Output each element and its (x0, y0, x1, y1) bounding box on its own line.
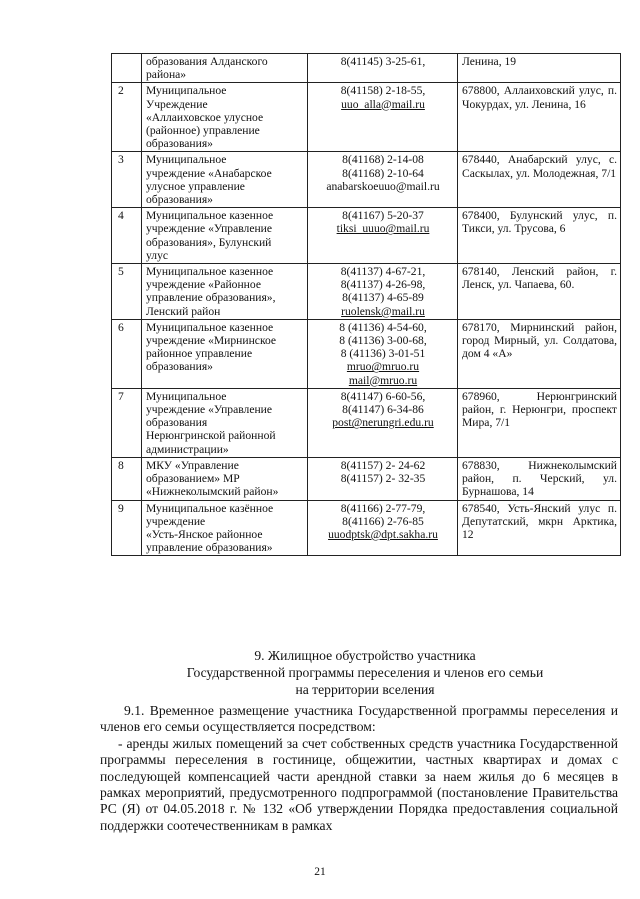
phone-number: 8(41147) 6-34-86 (342, 403, 424, 417)
organization-name-cell (142, 500, 308, 556)
organization-name-line: МКУ «Управление (146, 458, 239, 472)
organization-name-line: Муниципальное казённое (146, 501, 274, 515)
phone-number: 8(41168) 2-10-64 (342, 166, 424, 180)
address-cell: 678440, Анабарский улус, с. Саскылах, ул. Молодежная, 7/1 (458, 152, 621, 208)
organization-name-line: образованием» МР (146, 472, 240, 486)
organization-name-line: образования» (146, 193, 213, 207)
organization-name-line: района» (146, 68, 187, 82)
contact-cell (308, 319, 458, 388)
organization-name-line: образования» (146, 360, 213, 374)
phone-number: 8(41145) 3-25-61, (340, 55, 426, 68)
organization-name-line: администрации» (146, 442, 229, 456)
organization-name-cell (142, 208, 308, 264)
organization-name-cell (142, 388, 308, 457)
address-cell: 678830, Нижнеколымский район, п. Черский, ул. Бурнашова, 14 (458, 457, 621, 500)
organization-name-line: Муниципальное казенное (146, 320, 274, 334)
organization-name-line: учреждение (146, 514, 206, 528)
phone-number: 8(41167) 5-20-37 (342, 209, 424, 223)
organization-name-line: учреждение «Анабарское (146, 166, 272, 180)
table-row (112, 152, 621, 208)
organization-name-line: Учреждение (146, 97, 208, 111)
section-heading-line-2: Государственной программы переселения и членов его семьи (186, 665, 544, 680)
row-number-cell: 7 (112, 388, 142, 457)
row-number-cell: 2 (112, 83, 142, 152)
email-link[interactable]: post@nerungri.edu.ru (332, 416, 434, 430)
phone-number: 8(41137) 4-67-21, (340, 265, 426, 279)
address-cell: 678140, Ленский район, г. Ленск, ул. Чапаева, 60. (458, 264, 621, 320)
table-body (112, 54, 621, 556)
organization-name-line: Муниципальное (146, 153, 227, 167)
contact-cell (308, 152, 458, 208)
organization-name-line: управление образования», (146, 291, 276, 305)
contact-cell (308, 264, 458, 320)
paragraph-9-1: 9.1. Временное размещение участника Государственной программы переселения и членов его семьи осуществляется посредством: (100, 703, 618, 735)
row-number-cell: 4 (112, 208, 142, 264)
address-cell: 678170, Мирнинский район, город Мирный, ул. Солдатова, дом 4 «А» (458, 319, 621, 388)
body-text (100, 703, 618, 834)
phone-number: 8 (41136) 3-00-68, (339, 334, 427, 348)
row-number-cell: 5 (112, 264, 142, 320)
organization-name-line: улус (146, 248, 169, 262)
phone-number: anabarskoeuuo@mail.ru (326, 179, 440, 193)
address-cell: 678400, Булунский улус, п. Тикси, ул. Трусова, 6 (458, 208, 621, 264)
organization-name-cell (142, 152, 308, 208)
section-heading (110, 647, 620, 698)
page-number: 21 (314, 866, 326, 878)
address-cell: 678540, Усть-Янский улус п. Депутатский, мкрн Арктика, 12 (458, 500, 621, 556)
phone-number: 8 (41136) 4-54-60, (339, 320, 427, 334)
row-number-cell: 6 (112, 319, 142, 388)
row-number-cell (112, 54, 142, 83)
email-link[interactable]: mruo@mruo.ru (346, 360, 420, 374)
organization-name-line: учреждение «Управление (146, 403, 273, 417)
email-link[interactable]: tiksi_uuuo@mail.ru (336, 222, 430, 236)
phone-number: 8(41158) 2-18-55, (340, 84, 426, 98)
organization-name-line: образования Алданского (146, 55, 268, 68)
email-link[interactable]: ruolensk@mail.ru (341, 304, 425, 318)
organization-name-line: Муниципальное казенное (146, 209, 274, 223)
phone-number: 8 (41136) 3-01-51 (340, 347, 426, 361)
organization-name-line: «Усть-Янское районное (146, 527, 263, 541)
organization-name-line: учреждение «Мирнинское (146, 334, 277, 348)
row-number-cell: 8 (112, 457, 142, 500)
table-row (112, 54, 621, 83)
organization-name-line: управление образования» (146, 541, 273, 555)
organization-name-line: образования», Булунский (146, 235, 272, 249)
organization-name-cell (142, 83, 308, 152)
phone-number: 8(41147) 6-60-56, (340, 389, 426, 403)
email-link[interactable]: mail@mruo.ru (348, 373, 418, 387)
table-row (112, 500, 621, 556)
paragraph-rental: - аренды жилых помещений за счет собственных средств участника Государственной программы переселения в гостинице, общежитии, частных квартирах и домах с последующей компенсацией части арендной ставки за наем жилья до 6 месяцев в рамках мероприятий, предусмотренного подпрограммой (постановление Правительства РС (Я) от 04.05.2018 г. № 132 «Об утверждении Порядка предоставления социальной поддержки соотечественникам в рамках (100, 735, 618, 833)
table-row (112, 83, 621, 152)
organization-name-cell (142, 319, 308, 388)
organization-name-line: улусное управление (146, 179, 245, 193)
organization-name-cell (142, 54, 308, 83)
contact-cell (308, 54, 458, 83)
table-row (112, 264, 621, 320)
email-link[interactable]: uuodptsk@dpt.sakha.ru (328, 527, 438, 541)
table-row (112, 457, 621, 500)
contact-cell (308, 83, 458, 152)
contacts-table (111, 53, 621, 556)
phone-number: 8(41157) 2- 24-62 (340, 458, 426, 472)
table-row (112, 388, 621, 457)
address-cell: 678800, Аллаиховский улус, п. Чокурдах, ул. Ленина, 16 (458, 83, 621, 152)
section-heading-line-1: 9. Жилищное обустройство участника (254, 648, 476, 663)
organization-name-line: Ленский район (146, 304, 221, 318)
address-cell: Ленина, 19 (458, 54, 621, 83)
row-number-cell: 9 (112, 500, 142, 556)
organization-name-line: учреждение «Районное (146, 278, 261, 292)
organization-name-line: Нерюнгринской районной (146, 429, 276, 443)
phone-number: 8(41166) 2-77-79, (340, 501, 426, 515)
organization-name-line: «Аллаиховское улусное (146, 110, 264, 124)
organization-name-line: Муниципальное (146, 84, 227, 98)
contact-cell (308, 208, 458, 264)
organization-name-line: «Нижнеколымский район» (146, 485, 279, 499)
contact-cell (308, 388, 458, 457)
organization-name-line: образования (146, 416, 208, 430)
organization-name-line: (районное) управление (146, 124, 260, 138)
contact-cell (308, 500, 458, 556)
email-link[interactable]: uuo_alla@mail.ru (341, 97, 425, 111)
organization-name-line: Муниципальное (146, 389, 227, 403)
organization-name-line: образования» (146, 137, 213, 151)
phone-number: 8(41137) 4-65-89 (342, 291, 424, 305)
phone-number: 8(41168) 2-14-08 (342, 153, 424, 167)
organization-name-line: учреждение «Управление (146, 222, 273, 236)
table-row (112, 208, 621, 264)
address-cell: 678960, Нерюнгринский район, г. Нерюнгри, проспект Мира, 7/1 (458, 388, 621, 457)
organization-name-line: районное управление (146, 347, 253, 361)
table-row (112, 319, 621, 388)
phone-number: 8(41137) 4-26-98, (340, 278, 426, 292)
organization-name-cell (142, 457, 308, 500)
contact-cell (308, 457, 458, 500)
organization-name-cell (142, 264, 308, 320)
section-heading-line-3: на территории вселения (295, 682, 435, 697)
row-number-cell: 3 (112, 152, 142, 208)
phone-number: 8(41166) 2-76-85 (342, 514, 424, 528)
organization-name-line: Муниципальное казенное (146, 265, 274, 279)
phone-number: 8(41157) 2- 32-35 (340, 472, 426, 486)
